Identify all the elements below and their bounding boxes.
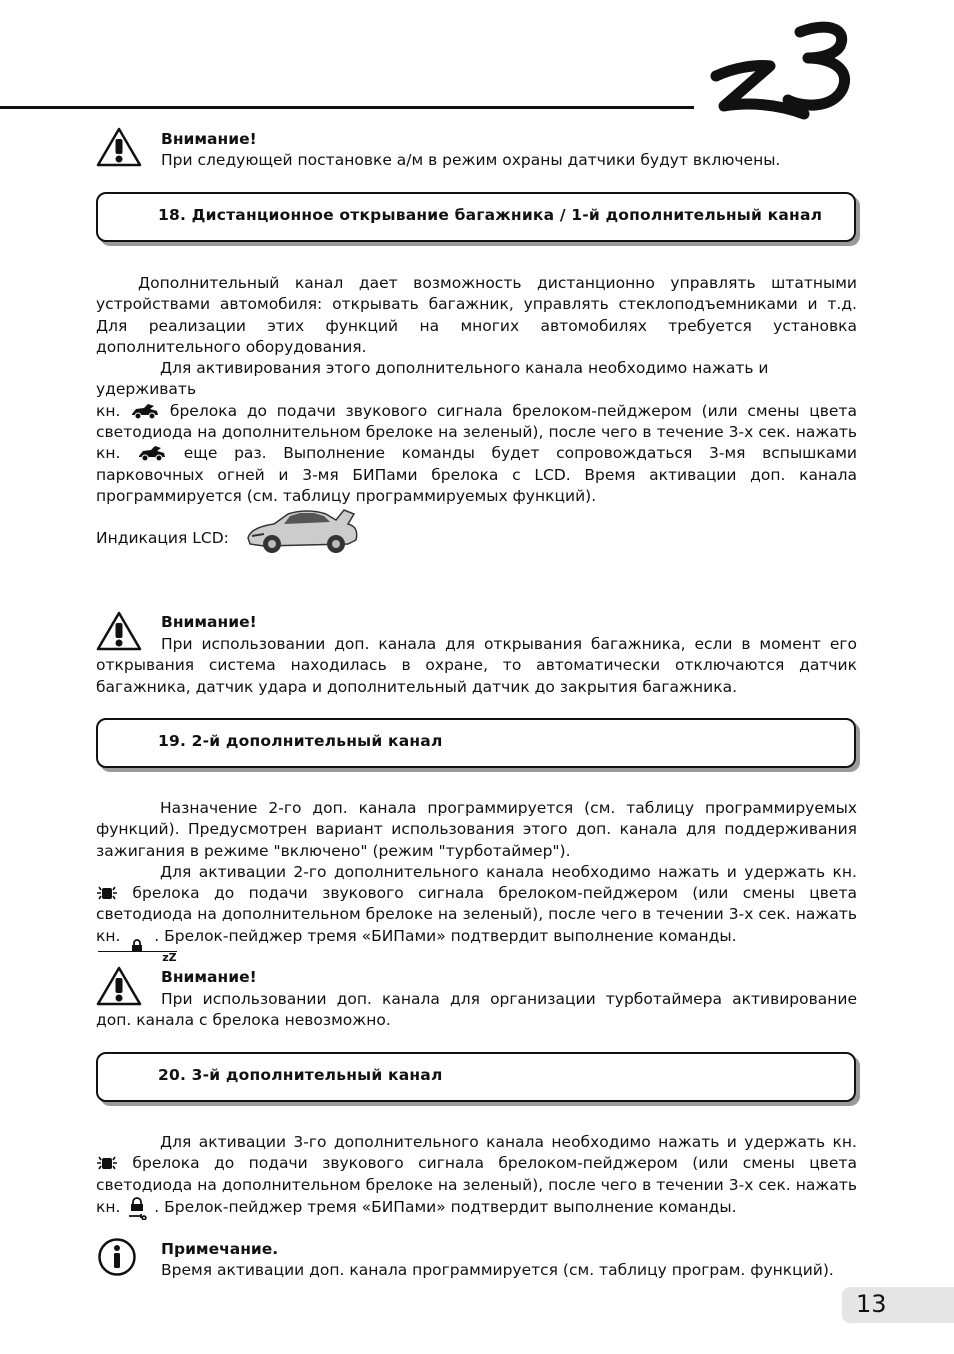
section-20-title: 20. 3-й дополнительный канал bbox=[158, 1066, 443, 1084]
section-20-para-part-2: брелока до подачи звукового сигнала брелоком-пейджером (или смены цвета светодиода на дополнительном брелоке на зеленый), после чего в течении 3-х сек. нажать кн. bbox=[96, 1154, 857, 1216]
section-19-header bbox=[96, 718, 856, 768]
section-18-para-2-part-3: еще раз. Выполнение команды будет сопровождаться 3-мя вспышками парковочных огней и 3-мя БИПами брелока с LCD. Время активации доп. канала программируется (см. таблицу программируемых функций). bbox=[96, 444, 857, 505]
warning-text: При использовании доп. канала для открывания багажника, если в момент его открывания система находилась в охране, то автоматически отключаются датчик багажника, датчик удара и дополнительный датчик до закрытия багажника. bbox=[96, 635, 857, 696]
kn-label: кн. bbox=[96, 401, 121, 420]
section-19-para-2-part-1: Для активации 2-го дополнительного канала необходимо нажать и удержать кн. bbox=[160, 862, 857, 881]
section-18-para-2-line-1: Для активирования этого дополнительного канала необходимо нажать и удерживать bbox=[96, 359, 769, 399]
section-18-title: 18. Дистанционное открывание багажника / 1-й дополнительный канал bbox=[158, 206, 823, 224]
z3-logo bbox=[708, 18, 858, 122]
section-19-title: 19. 2-й дополнительный канал bbox=[158, 732, 443, 750]
header-rule bbox=[0, 106, 694, 109]
section-19-para-2-part-3: Брелок-пейджер тремя «БИПами» подтвердит выполнение команды. bbox=[164, 926, 737, 945]
car-trunk-icon bbox=[137, 444, 167, 462]
section-20-text bbox=[96, 1132, 857, 1220]
section-18-para-1: Дополнительный канал дает возможность дистанционно управлять штатными устройствами автомобиля: открывать багажник, управлять стеклоподъемниками и т.д. Для реализации этих функций на многих автомобилях требуется установка дополнительного оборудования. bbox=[96, 274, 857, 356]
section-18-para-2 bbox=[96, 401, 857, 507]
note-text: Время активации доп. канала программируется (см. таблицу програм. функций). bbox=[161, 1261, 834, 1279]
warning-title: Внимание! bbox=[161, 968, 257, 986]
section-18-para-2-part-2: брелока до подачи звукового сигнала брелоком-пейджером (или смены цвета светодиода на дополнительном брелоке на зеленый), после чего в течение 3-х сек. нажать bbox=[96, 401, 857, 442]
car-trunk-icon bbox=[130, 402, 160, 420]
warning-triangle-icon bbox=[96, 126, 142, 168]
lock-key-icon bbox=[125, 1196, 149, 1220]
zz-label: zZ bbox=[98, 951, 176, 963]
warning-text: При использовании доп. канала для организации турботаймера активирование доп. канала с брелока невозможно. bbox=[96, 990, 857, 1030]
lcd-label: Индикация LCD: bbox=[96, 529, 229, 547]
section-19-para-2: Для активации 2-го дополнительного канала необходимо нажать и удержать кн. брелока до подачи звукового сигнала брелоком-пейджером (или смены цвета светодиода на дополнительном брелоке на зеленый), после чего в течении 3-х сек. нажать кн. zZ . Брелок-пейджер тремя «БИПами» подтвердит выполнение команды. bbox=[96, 862, 857, 964]
siren-icon bbox=[96, 1154, 118, 1172]
section-19-para-1: Назначение 2-го доп. канала программируется (см. таблицу программируемых функций). Предусмотрен вариант использования этого доп. канала для поддерживания зажигания в режиме "включено" (режим "турботаймер"). bbox=[96, 799, 857, 860]
page-number-tab bbox=[842, 1287, 954, 1323]
section-20-para-part-1: Для активации 3-го дополнительного канала необходимо нажать и удержать кн. bbox=[160, 1133, 857, 1151]
warning-title: Внимание! bbox=[161, 130, 257, 148]
section-20-para: Для активации 3-го дополнительного канала необходимо нажать и удержать кн. брелока до подачи звукового сигнала брелоком-пейджером (или смены цвета светодиода на дополнительном брелоке на зеленый), после чего в течении 3-х сек. нажать кн. . Брелок-пейджер тремя «БИПами» подтвердит выполнение команды. bbox=[96, 1132, 857, 1220]
info-circle-icon bbox=[97, 1237, 137, 1277]
section-20-header bbox=[96, 1052, 856, 1102]
warning-text: При следующей постановке а/м в режим охраны датчики будут включены. bbox=[161, 151, 781, 169]
section-20-para-part-3: Брелок-пейджер тремя «БИПами» подтвердит выполнение команды. bbox=[164, 1197, 737, 1216]
section-19-para-2-part-2: брелока до подачи звукового сигнала брелоком-пейджером (или смены цвета светодиода на дополнительном брелоке на зеленый), после чего в течении 3-х сек. нажать кн. bbox=[96, 884, 857, 945]
lock-icon bbox=[130, 939, 144, 951]
car-open-trunk-lcd-icon bbox=[244, 504, 360, 558]
section-18-text bbox=[96, 273, 857, 507]
note-title: Примечание. bbox=[161, 1240, 279, 1258]
section-19-text bbox=[96, 798, 857, 963]
section-18-header bbox=[96, 192, 856, 242]
lock-zz-icon bbox=[125, 939, 177, 964]
siren-icon bbox=[96, 884, 118, 902]
warning-title: Внимание! bbox=[161, 613, 257, 631]
page-number: 13 bbox=[856, 1290, 887, 1318]
kn-label: кн. bbox=[96, 444, 121, 463]
